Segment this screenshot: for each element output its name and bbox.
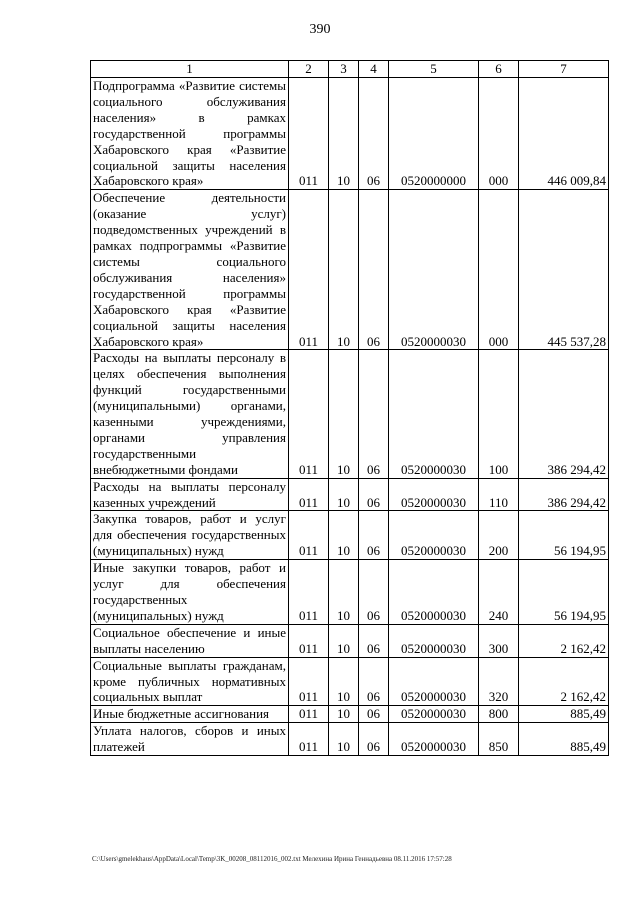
target-article-code: 0520000000 [389,78,479,190]
row-description: Социальное обеспечение и иные выплаты населению [91,624,289,657]
subsection-code: 06 [359,511,389,560]
table-row [91,478,609,511]
expense-type-code: 110 [479,478,519,511]
table-row [91,624,609,657]
expense-type-code: 800 [479,706,519,723]
target-article-code: 0520000030 [389,624,479,657]
ministry-code: 011 [289,657,329,706]
expense-type-code: 300 [479,624,519,657]
page-number: 390 [309,22,331,37]
table-row [91,706,609,723]
column-header: 7 [519,61,609,78]
budget-table [90,60,609,756]
row-description: Уплата налогов, сборов и иных платежей [91,723,289,756]
section-code: 10 [329,190,359,350]
expense-type-code: 100 [479,350,519,478]
ministry-code: 011 [289,560,329,625]
row-description: Подпрограмма «Развитие системы социального обслуживания населения» в рамках государственной программы Хабаровского края «Развитие социальной защиты населения Хабаровского края» [91,78,289,190]
amount: 56 194,95 [519,511,609,560]
table-row [91,657,609,706]
section-code: 10 [329,478,359,511]
table-row [91,511,609,560]
section-code: 10 [329,706,359,723]
target-article-code: 0520000030 [389,706,479,723]
amount: 446 009,84 [519,78,609,190]
amount: 445 537,28 [519,190,609,350]
column-header: 1 [91,61,289,78]
amount: 2 162,42 [519,657,609,706]
ministry-code: 011 [289,190,329,350]
column-header: 4 [359,61,389,78]
ministry-code: 011 [289,624,329,657]
amount: 56 194,95 [519,560,609,625]
amount: 2 162,42 [519,624,609,657]
subsection-code: 06 [359,190,389,350]
section-code: 10 [329,511,359,560]
target-article-code: 0520000030 [389,560,479,625]
target-article-code: 0520000030 [389,350,479,478]
row-description: Социальные выплаты гражданам, кроме публичных нормативных социальных выплат [91,657,289,706]
column-header: 2 [289,61,329,78]
ministry-code: 011 [289,511,329,560]
column-header: 3 [329,61,359,78]
expense-type-code: 850 [479,723,519,756]
target-article-code: 0520000030 [389,190,479,350]
subsection-code: 06 [359,723,389,756]
section-code: 10 [329,78,359,190]
row-description: Обеспечение деятельности (оказание услуг) подведомственных учреждений в рамках подпрограммы «Развитие системы социального обслуживания населения» государственной программы Хабаровского края «Развитие социальной защиты населения Хабаровского края» [91,190,289,350]
target-article-code: 0520000030 [389,478,479,511]
file-path-footer: C:\Users\gmelekhaus\AppData\Local\Temp\3K_00208_08112016_002.txt Мелехина Ирина Геннадьевна 08.11.2016 17:57:28 [92,855,452,863]
table-row [91,723,609,756]
table-row [91,190,609,350]
table-row [91,560,609,625]
subsection-code: 06 [359,706,389,723]
ministry-code: 011 [289,350,329,478]
expense-type-code: 000 [479,78,519,190]
section-code: 10 [329,350,359,478]
header-row [91,61,609,78]
expense-type-code: 320 [479,657,519,706]
subsection-code: 06 [359,560,389,625]
ministry-code: 011 [289,78,329,190]
table-row [91,78,609,190]
section-code: 10 [329,560,359,625]
section-code: 10 [329,657,359,706]
subsection-code: 06 [359,78,389,190]
amount: 885,49 [519,723,609,756]
section-code: 10 [329,624,359,657]
row-description: Расходы на выплаты персоналу в целях обеспечения выполнения функций государственными (муниципальными) органами, казенными учреждениями, органами управления государственными внебюджетными фондами [91,350,289,478]
column-header: 6 [479,61,519,78]
subsection-code: 06 [359,624,389,657]
table-row [91,350,609,478]
ministry-code: 011 [289,723,329,756]
row-description: Расходы на выплаты персоналу казенных учреждений [91,478,289,511]
ministry-code: 011 [289,706,329,723]
target-article-code: 0520000030 [389,657,479,706]
subsection-code: 06 [359,657,389,706]
expense-type-code: 240 [479,560,519,625]
row-description: Закупка товаров, работ и услуг для обеспечения государственных (муниципальных) нужд [91,511,289,560]
target-article-code: 0520000030 [389,511,479,560]
row-description: Иные закупки товаров, работ и услуг для обеспечения государственных (муниципальных) нужд [91,560,289,625]
column-header: 5 [389,61,479,78]
ministry-code: 011 [289,478,329,511]
section-code: 10 [329,723,359,756]
amount: 386 294,42 [519,350,609,478]
expense-type-code: 000 [479,190,519,350]
row-description: Иные бюджетные ассигнования [91,706,289,723]
expense-type-code: 200 [479,511,519,560]
amount: 885,49 [519,706,609,723]
target-article-code: 0520000030 [389,723,479,756]
subsection-code: 06 [359,350,389,478]
subsection-code: 06 [359,478,389,511]
amount: 386 294,42 [519,478,609,511]
